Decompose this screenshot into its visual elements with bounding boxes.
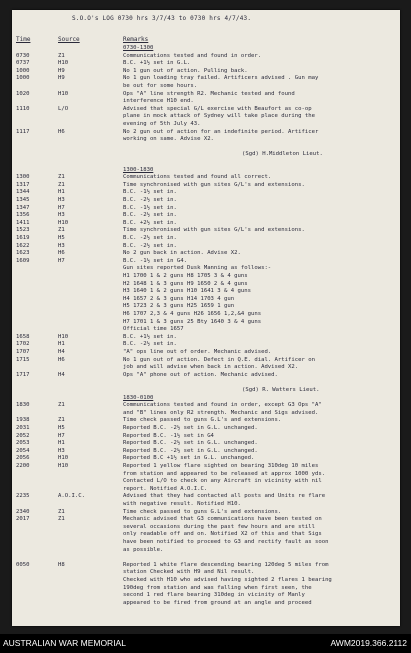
log-entry-row [12, 182, 400, 188]
log-entry-row [12, 425, 400, 431]
entry-remarks: as possible. [123, 546, 164, 553]
entry-source: L/O [58, 105, 69, 112]
entry-remarks: Advised that they had contacted all posts and Units re flare [123, 493, 326, 500]
log-entry-row [12, 106, 400, 112]
entry-source: Z1 [58, 174, 65, 181]
entry-source: H10 [58, 219, 69, 226]
entry-source: H6 [58, 356, 65, 363]
entry-remarks: B.C. -2½ set in. [123, 341, 177, 348]
entry-remarks: No 1 gun loading tray failed. Artificers advised . Gun may [123, 75, 319, 82]
entry-remarks: B.C. +1½ set in. [123, 333, 177, 340]
entry-source: H1 [58, 440, 65, 447]
section-heading: 1830-0100 [123, 394, 154, 401]
entry-remarks: job and will advise when back in action. Advised X2. [123, 364, 299, 371]
entry-remarks: 190deg from station and was falling when first seen, the [123, 584, 312, 591]
entry-source: H3 [58, 447, 65, 454]
log-entry-row [12, 341, 400, 347]
entry-remarks: Official time 1657 [123, 326, 184, 333]
entry-remarks: H4 1657 2 & 3 guns H14 1703 4 gun [123, 295, 235, 302]
entry-time: 1523 [16, 227, 30, 234]
entry-time: 1347 [16, 204, 30, 211]
log-entry-row [12, 250, 400, 256]
log-entry-row [12, 151, 400, 157]
log-entry-row [12, 486, 400, 492]
entry-source: H3 [58, 242, 65, 249]
entry-remarks: B.C. -1½ set in. [123, 204, 177, 211]
entry-time: 1300 [16, 174, 30, 181]
entry-time: 2340 [16, 508, 30, 515]
log-entry-row [12, 524, 400, 530]
log-entry-row [12, 98, 400, 104]
archive-name: AUSTRALIAN WAR MEMORIAL [3, 638, 126, 648]
entry-source: H7 [58, 257, 65, 264]
entry-remarks: working on same. Advise X2. [123, 136, 214, 143]
log-entry-row [12, 113, 400, 119]
log-entry-row [12, 144, 400, 150]
log-entry-row [12, 554, 400, 560]
log-entry-row [12, 395, 400, 401]
log-entry-row [12, 303, 400, 309]
log-entry-row [12, 235, 400, 241]
log-entry-row [12, 60, 400, 66]
log-entry-row [12, 220, 400, 226]
log-entry-row [12, 174, 400, 180]
entry-remarks: Time synchronised with gun sites G/L's and extensions. [123, 181, 305, 188]
log-entry-row [12, 189, 400, 195]
entry-remarks: B.C. -2½ set in. [123, 197, 177, 203]
entry-remarks: plane in mock attack of Sydney will take place during the [123, 113, 315, 120]
entry-remarks: Ops "A" line strength R2. Mechanic tested and found [123, 90, 295, 97]
entry-source: H7 [58, 432, 65, 439]
entry-remarks: evening of 5th July 43. [123, 121, 201, 127]
entry-remarks: have been notified to proceed to G3 and rectify fault as soon [123, 539, 329, 545]
entry-time: 2235 [16, 493, 30, 500]
entry-time: 2017 [16, 516, 30, 523]
entry-source: H8 [58, 561, 65, 568]
entry-remarks: and "B" lines only R2 strength. Mechanic and Sigs advised. [123, 409, 319, 416]
entry-remarks: Contacted L/O to check on any Aircraft in vicinity with nil [123, 478, 322, 485]
entry-source: H3 [58, 197, 65, 203]
entry-source: H6 [58, 128, 65, 135]
entry-remarks: Checked with H10 who advised having sighted 2 flares 1 bearing [123, 577, 332, 583]
entry-remarks: Communications tested and found in order, except G3 Ops "A" [123, 402, 322, 409]
log-entry-row [12, 258, 400, 264]
entry-remarks: No 2 gun back in action. Advise X2. [123, 250, 241, 257]
entry-remarks: Mechanic advised that G3 communications have been tested on [123, 516, 322, 523]
log-entry-row [12, 288, 400, 294]
log-entry-row [12, 433, 400, 439]
entry-remarks: B.C. -2½ set in. [123, 242, 177, 249]
entry-time: 1938 [16, 417, 30, 424]
entry-time: 1110 [16, 105, 30, 112]
entry-remarks: only readable off and on. Notified X2 of this and that Sigs [123, 531, 322, 538]
log-entry-row [12, 227, 400, 233]
entry-remarks: H3 1640 1 & 2 guns H10 1641 3 & 4 guns [123, 288, 251, 295]
entry-remarks: Reported 1 white flare descending bearing 120deg 5 miles from [123, 561, 329, 568]
log-entry-row [12, 569, 400, 575]
log-entry-row [12, 357, 400, 363]
log-entry-row [12, 159, 400, 165]
log-entry-row [12, 417, 400, 423]
log-entry-row [12, 410, 400, 416]
entry-remarks: Time synchronised with gun sites G/L's and extensions. [123, 227, 305, 234]
entry-time: 2056 [16, 455, 30, 462]
log-entry-row [12, 121, 400, 127]
entry-remarks: B.C. -2½ set in. [123, 212, 177, 219]
entry-remarks: Reported B.C +1½ set in G.L. unchanged. [123, 455, 255, 462]
entry-remarks: second 1 red flare bearing 310deg in vicinity of Manly [123, 592, 305, 599]
entry-remarks: Reported B.C. -2½ set in G.L. unchanged. [123, 440, 258, 447]
entry-remarks: Reported B.C. -2½ set in G.L. unchanged. [123, 425, 258, 431]
log-entry-row [12, 455, 400, 461]
log-entry-row [12, 129, 400, 135]
entry-source: H5 [58, 235, 65, 241]
log-entry-row [12, 387, 400, 393]
entry-remarks: H6 1707 2,3 & 4 guns H26 1656 1,2,&4 guns [123, 311, 262, 317]
entry-source: H4 [58, 349, 65, 355]
entry-remarks: No 1 gun out of action. Defect in Q.E. dial. Artificer on [123, 356, 315, 363]
entry-source: H1 [58, 341, 65, 348]
log-entry-row [12, 83, 400, 89]
entry-time: 1020 [16, 90, 30, 97]
entry-remarks: H5 1723 2 & 3 guns H25 1659 1 gun [123, 303, 235, 310]
entry-remarks: be out for some hours. [123, 83, 198, 89]
log-entry-row [12, 296, 400, 302]
log-entry-row [12, 243, 400, 249]
log-entry-row [12, 539, 400, 545]
entry-remarks: Ops "A" phone out of action. Mechanic advised. [123, 371, 278, 378]
entry-source: A.O.I.C. [58, 493, 85, 500]
entry-remarks: Time check passed to guns G.L's and extensions. [123, 508, 282, 515]
log-entry-row [12, 273, 400, 279]
entry-time: 1609 [16, 257, 30, 264]
entry-time: 1317 [16, 181, 30, 188]
entry-source: H10 [58, 90, 69, 97]
entry-source: Z1 [58, 516, 65, 523]
entry-remarks: B.C. -1½ set in. [123, 189, 177, 196]
entry-time: 1622 [16, 242, 30, 249]
section-heading: 1300-1830 [123, 166, 154, 173]
log-sheet [12, 10, 400, 626]
entry-remarks: Reported 1 yellow flare sighted on bearing 310deg 10 miles [123, 463, 319, 469]
entry-time: 0737 [16, 60, 30, 67]
log-entry-row [12, 326, 400, 332]
entry-remarks: No 1 gun out of action. Pulling back. [123, 67, 248, 74]
entry-remarks: Reported B.C. -2½ set in G.L. unchanged. [123, 447, 258, 454]
log-entry-row [12, 547, 400, 553]
entry-time: 1707 [16, 349, 30, 355]
entry-remarks: Communications tested and found all correct. [123, 174, 272, 181]
entry-time: 2053 [16, 440, 30, 447]
entry-source: H5 [58, 425, 65, 431]
entry-remarks: B.C. +2½ set in. [123, 219, 177, 226]
log-entry-row [12, 463, 400, 469]
signature-line: (Sgd) R. Watters Lieut. [242, 387, 320, 393]
entry-remarks: several occasions during the past few hours and are still [123, 523, 315, 530]
entry-time: 1117 [16, 128, 30, 135]
entry-time: 2200 [16, 463, 30, 469]
entry-source: Z1 [58, 402, 65, 409]
entry-time: 1000 [16, 67, 30, 74]
entry-source: Z1 [58, 227, 65, 234]
log-entry-row [12, 167, 400, 173]
entry-remarks: H7 1701 1 & 3 guns 25 Bty 1640 3 & 4 guns [123, 318, 262, 325]
column-header-time: Time [16, 36, 31, 43]
archive-reference: AWM2019.366.2112 [330, 638, 407, 648]
entry-source: H10 [58, 463, 69, 469]
log-entry-row [12, 501, 400, 507]
entry-remarks: B.C. -1½ set in G4. [123, 257, 187, 264]
log-entry-row [12, 281, 400, 287]
entry-source: Z1 [58, 181, 65, 188]
log-entry-row [12, 509, 400, 515]
column-header-source: Source [58, 36, 80, 43]
entry-time: 1000 [16, 75, 30, 82]
entry-remarks: Communications tested and found in order. [123, 52, 262, 59]
entry-source: H10 [58, 60, 69, 67]
log-entry-row [12, 136, 400, 142]
log-entry-row [12, 448, 400, 454]
log-header: S.O.O's LOG 0730 hrs 3/7/43 to 0730 hrs 4/7/43. [72, 15, 252, 22]
column-header-remarks: Remarks [123, 36, 149, 43]
log-entry-row [12, 592, 400, 598]
log-entry-row [12, 531, 400, 537]
log-entry-row [12, 516, 400, 522]
entry-time: 1344 [16, 189, 30, 196]
archive-footer [0, 634, 411, 653]
entry-remarks: from station and appeared to be released at approx 1000 yds. [123, 470, 326, 477]
entry-source: Z1 [58, 417, 65, 424]
entry-remarks: interference H10 end. [123, 98, 194, 105]
entry-time: 2031 [16, 425, 30, 431]
entry-source: Z1 [58, 52, 65, 59]
entry-time: 0050 [16, 561, 30, 568]
log-entry-row [12, 478, 400, 484]
entry-time: 2052 [16, 432, 30, 439]
entry-source: H4 [58, 371, 65, 378]
log-entry-row [12, 372, 400, 378]
log-entry-row [12, 440, 400, 446]
entry-time: 1411 [16, 219, 30, 226]
entry-source: H1 [58, 189, 65, 196]
entry-source: H9 [58, 75, 65, 82]
entry-time: 1717 [16, 371, 30, 378]
log-entry-row [12, 600, 400, 606]
entry-time: 1715 [16, 356, 30, 363]
entry-time: 1623 [16, 250, 30, 257]
entry-remarks: No 2 gun out of action for an indefinite period. Artificer [123, 128, 319, 135]
log-entry-row [12, 379, 400, 385]
entry-remarks: Time check passed to guns G.L's and extensions. [123, 417, 282, 424]
entry-source: Z1 [58, 508, 65, 515]
entry-time: 1658 [16, 333, 30, 340]
signature-line: (Sgd) H.Middleton Lieut. [242, 151, 323, 158]
entry-remarks: H1 1700 1 & 2 guns H8 1705 3 & 4 guns [123, 273, 248, 279]
log-entry-row [12, 311, 400, 317]
entry-source: H7 [58, 204, 65, 211]
entry-remarks: with negative result. Notified H10. [123, 501, 241, 507]
entry-remarks: B.C. +1½ set in G.L. [123, 60, 191, 67]
entry-time: 1619 [16, 235, 30, 241]
log-entry-row [12, 349, 400, 355]
log-entry-row [12, 68, 400, 74]
entry-remarks: "A" ops line out of order. Mechanic advised. [123, 349, 272, 355]
entry-time: 1702 [16, 341, 30, 348]
entry-time: 2054 [16, 447, 30, 454]
log-entry-row [12, 319, 400, 325]
log-entry-row [12, 471, 400, 477]
log-entry-row [12, 364, 400, 370]
log-entry-row [12, 265, 400, 271]
section-heading: 0730-1300 [123, 45, 154, 51]
log-entry-row [12, 212, 400, 218]
entry-time: 1830 [16, 402, 30, 409]
entry-time: 1356 [16, 212, 30, 219]
entry-source: H9 [58, 67, 65, 74]
entry-remarks: Advised that special G/L exercise with Beaufort as co-op [123, 105, 312, 112]
entry-time: 1345 [16, 197, 30, 203]
log-entry-row [12, 562, 400, 568]
entry-source: H10 [58, 333, 69, 340]
log-entry-row [12, 53, 400, 59]
entry-remarks: report. Notified A.O.I.C. [123, 485, 208, 492]
entry-remarks: Reported B.C. -1½ set in G4 [123, 432, 214, 439]
log-entry-row [12, 334, 400, 340]
entry-source: H6 [58, 250, 65, 257]
log-entry-row [12, 197, 400, 203]
entry-source: H3 [58, 212, 65, 219]
entry-remarks: Gun sites reported Dusk Manning as follows:- [123, 265, 272, 272]
log-entry-row [12, 493, 400, 499]
entry-remarks: B.C. -2½ set in. [123, 235, 177, 241]
entry-time: 0730 [16, 52, 30, 59]
entry-remarks: H2 1648 1 & 3 guns H9 1650 2 & 4 guns [123, 280, 248, 287]
log-entry-row [12, 585, 400, 591]
log-entry-row [12, 75, 400, 81]
log-entry-row [12, 577, 400, 583]
log-entry-row [12, 91, 400, 97]
entry-source: H10 [58, 455, 69, 462]
log-entry-row [12, 45, 400, 51]
entry-remarks: appeared to be fired from ground at an angle and proceed [123, 599, 312, 606]
log-entry-row [12, 205, 400, 211]
entry-remarks: station Checked with H9 and Nil result. [123, 569, 255, 576]
log-entry-row [12, 402, 400, 408]
